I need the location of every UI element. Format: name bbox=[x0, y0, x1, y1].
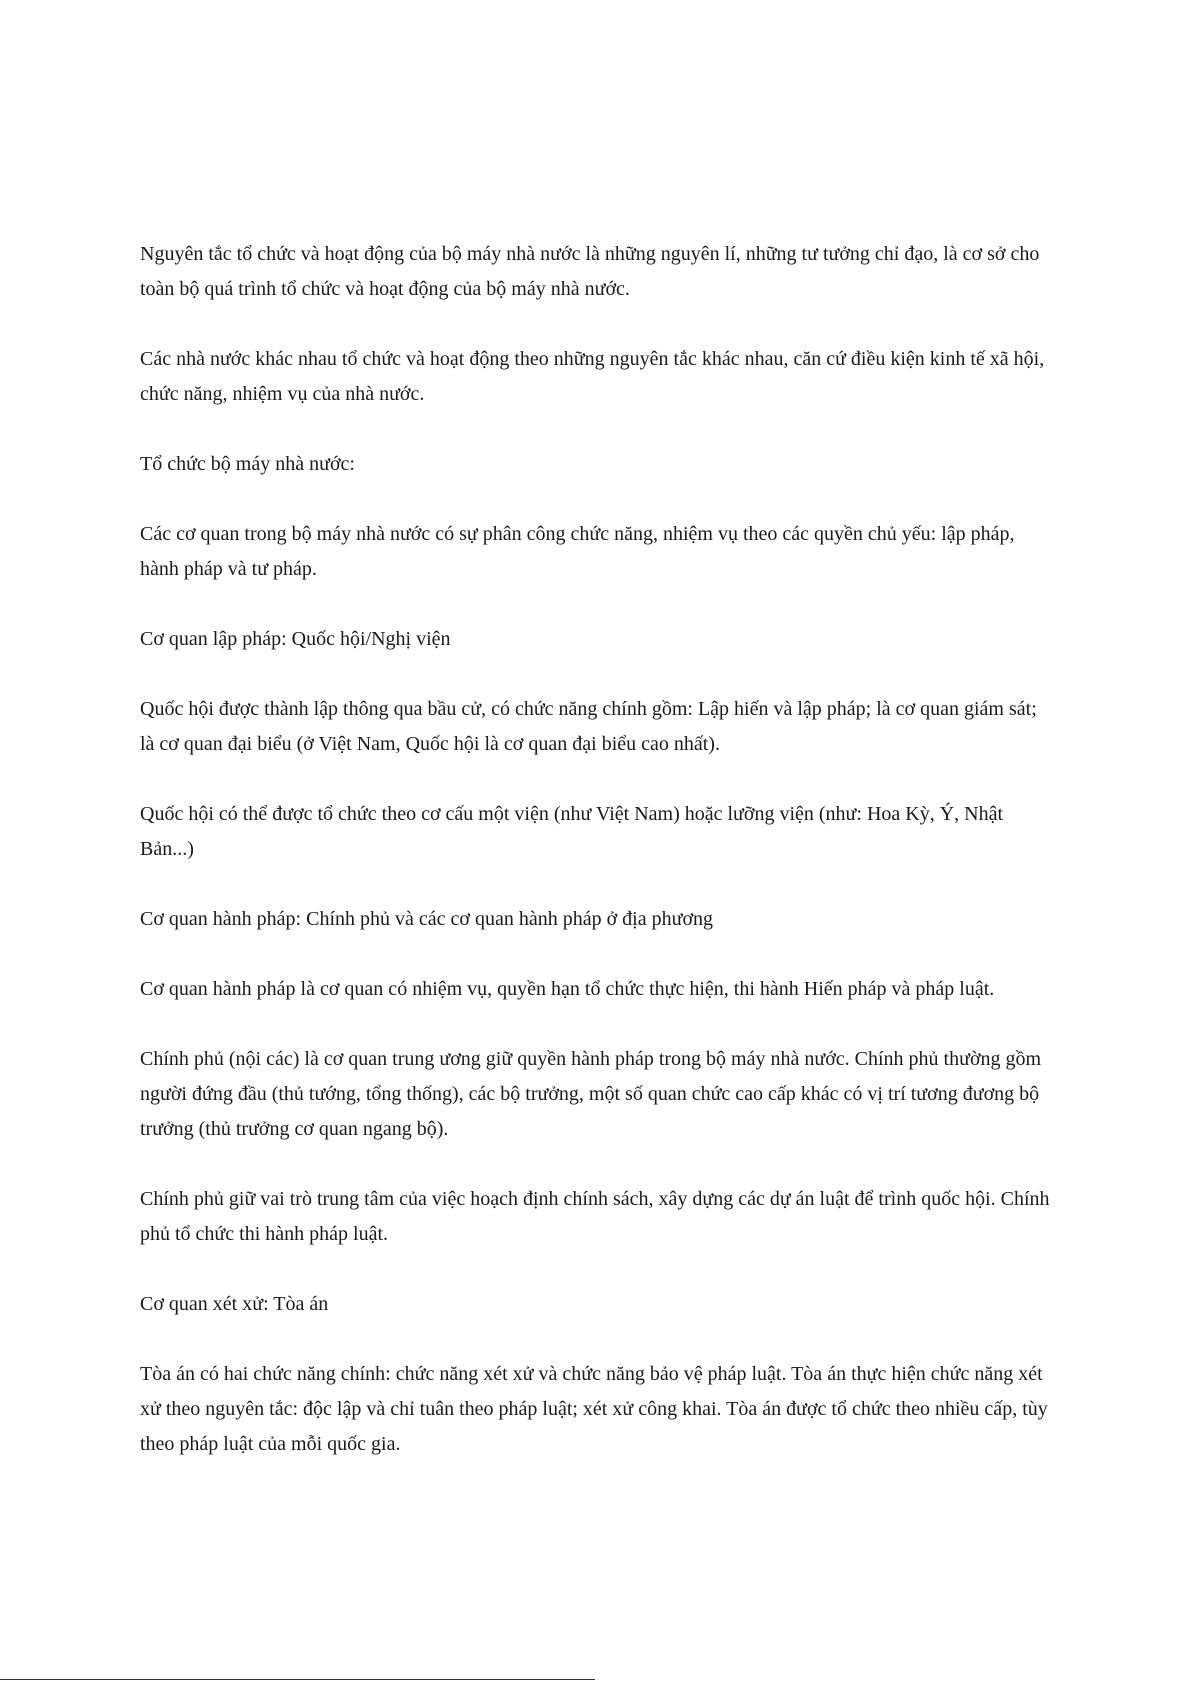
document-body bbox=[140, 237, 1055, 1497]
paragraph-heading-executive: Cơ quan hành pháp: Chính phủ và các cơ quan hành pháp ở địa phương bbox=[140, 908, 714, 930]
paragraph-parliament-functions: Quốc hội được thành lập thông qua bầu cử, có chức năng chính gồm: Lập hiến và lập pháp; là cơ quan giám sát; là cơ quan đại biểu (ở Việt Nam, Quốc hội là cơ quan đại biểu cao nhất). bbox=[140, 698, 1037, 755]
paragraph-government-composition: Chính phủ (nội các) là cơ quan trung ương giữ quyền hành pháp trong bộ máy nhà nước. Chính phủ thường gồm người đứng đầu (thủ tướng, tổng thống), các bộ trưởng, một số quan chức cao cấp khác có vị trí tương đương bộ trưởng (thủ trưởng cơ quan ngang bộ). bbox=[140, 1048, 1042, 1140]
paragraph-different-states: Các nhà nước khác nhau tổ chức và hoạt động theo những nguyên tắc khác nhau, căn cứ điều kiện kinh tế xã hội, chức năng, nhiệm vụ của nhà nước. bbox=[140, 348, 1045, 405]
paragraph-parliament-structure: Quốc hội có thể được tổ chức theo cơ cấu một viện (như Việt Nam) hoặc lưỡng viện (như: Hoa Kỳ, Ý, Nhật Bản...) bbox=[140, 803, 1004, 860]
paragraph-heading-legislative: Cơ quan lập pháp: Quốc hội/Nghị viện bbox=[140, 628, 451, 650]
paragraph-government-role: Chính phủ giữ vai trò trung tâm của việc hoạch định chính sách, xây dựng các dự án luật để trình quốc hội. Chính phủ tổ chức thi hành pháp luật. bbox=[140, 1188, 1050, 1245]
footer-divider bbox=[0, 1679, 595, 1680]
paragraph-heading-organization: Tổ chức bộ máy nhà nước: bbox=[140, 453, 355, 475]
paragraph-principles-definition: Nguyên tắc tổ chức và hoạt động của bộ máy nhà nước là những nguyên lí, những tư tưởng chỉ đạo, là cơ sở cho toàn bộ quá trình tổ chức và hoạt động của bộ máy nhà nước. bbox=[140, 243, 1040, 300]
paragraph-heading-judiciary: Cơ quan xét xử: Tòa án bbox=[140, 1293, 329, 1315]
paragraph-court-functions: Tòa án có hai chức năng chính: chức năng xét xử và chức năng bảo vệ pháp luật. Tòa án thực hiện chức năng xét xử theo nguyên tắc: độc lập và chỉ tuân theo pháp luật; xét xử công khai. Tòa án được tổ chức theo nhiều cấp, tùy theo pháp luật của mỗi quốc gia. bbox=[140, 1363, 1048, 1455]
paragraph-executive-definition: Cơ quan hành pháp là cơ quan có nhiệm vụ, quyền hạn tổ chức thực hiện, thi hành Hiến pháp và pháp luật. bbox=[140, 978, 995, 1000]
paragraph-separation-of-powers: Các cơ quan trong bộ máy nhà nước có sự phân công chức năng, nhiệm vụ theo các quyền chủ yếu: lập pháp, hành pháp và tư pháp. bbox=[140, 523, 1015, 580]
